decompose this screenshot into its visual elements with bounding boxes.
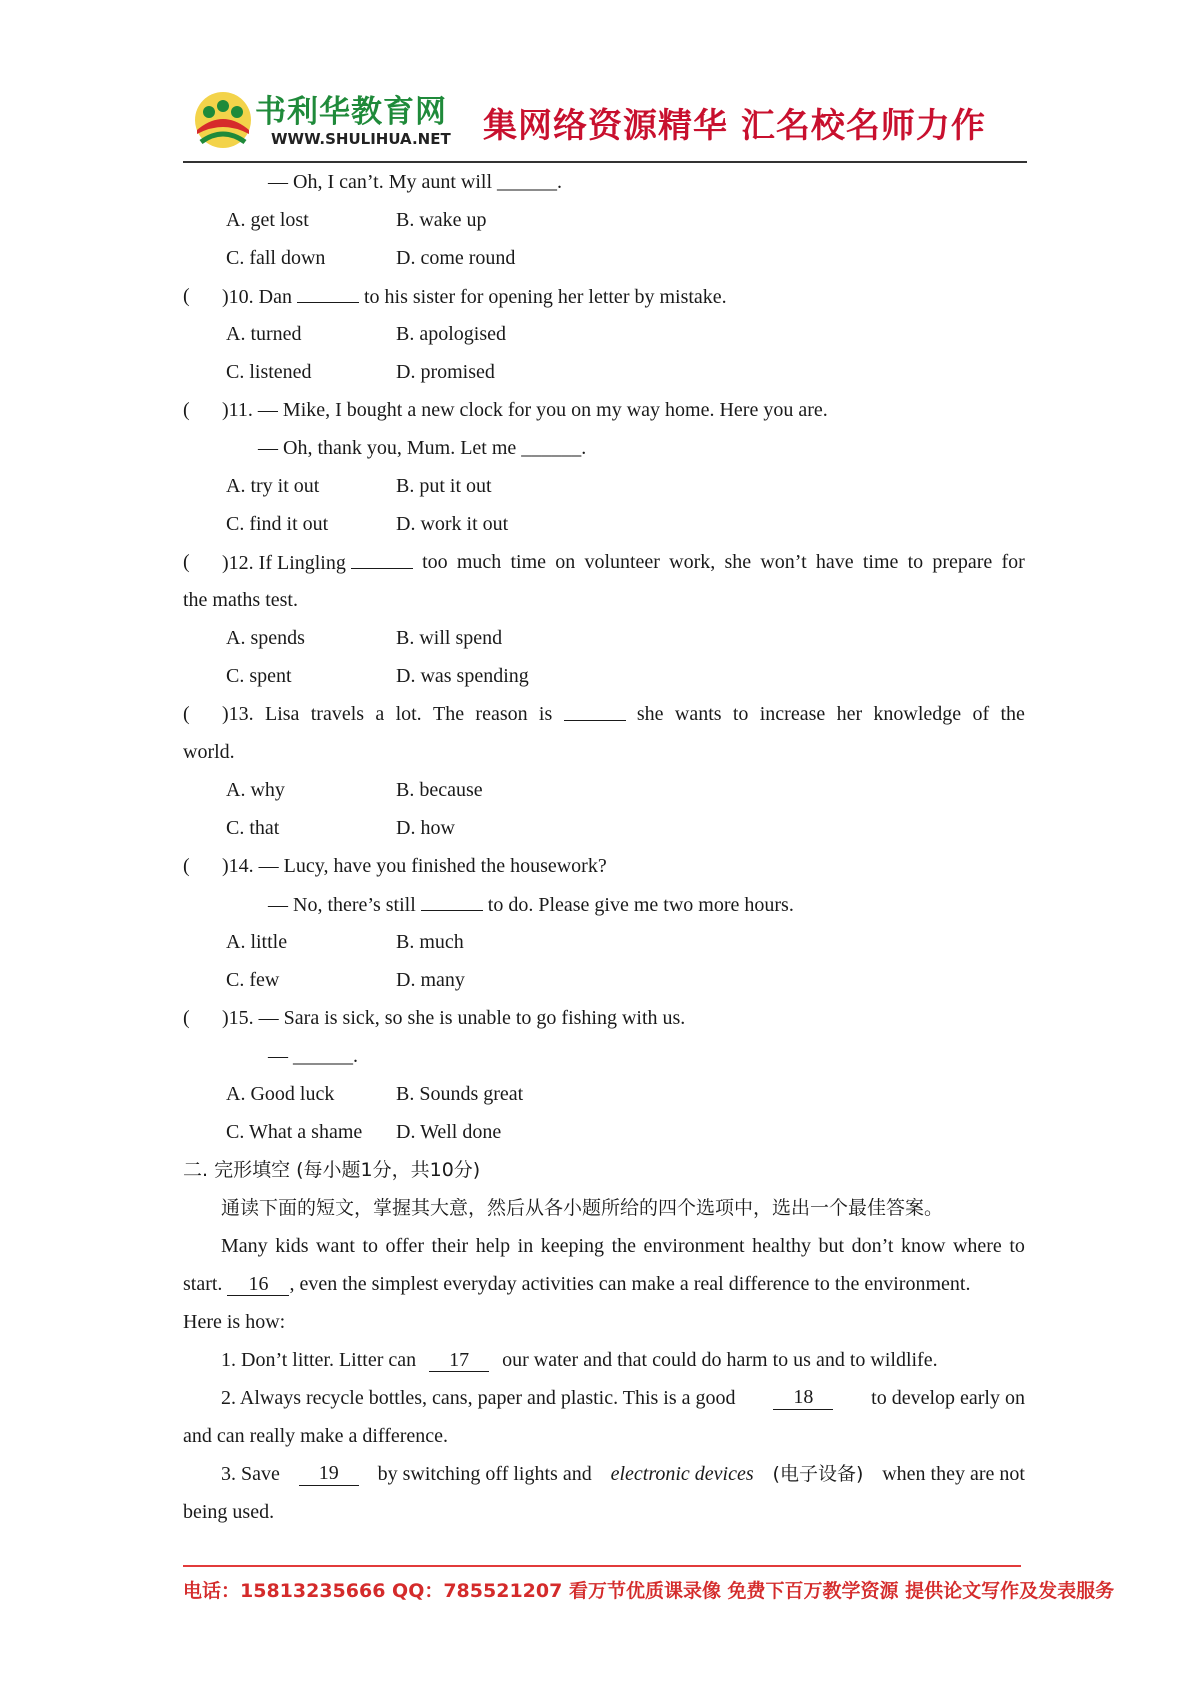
q13-word: lot. [395,703,422,725]
q9-option-d: D. come round [396,247,516,269]
q12-word: too [422,551,448,573]
passage-word: don’t [851,1235,894,1257]
q15-option-a: A. Good luck [226,1083,335,1105]
q13-word: she [636,703,664,725]
site-logo[interactable] [193,86,451,158]
section-instruction: 通读下面的短文，掌握其大意，然后从各小题所给的四个选项中，选出一个最佳答案。 [221,1197,944,1219]
passage-text: , even the simplest everyday activities can make a real difference to the environment. [289,1273,971,1295]
q13-word: The [433,703,465,725]
passage-word: to [362,1235,379,1257]
footer-contact: 电话：15813235666 QQ：785521207 看万节优质课录像 免费下百万教学资源 提供论文写作及发表服务 [183,1580,1115,1602]
q13-word: of [972,703,990,725]
q10-stem-post: to his sister for opening her letter by mistake. [363,286,727,308]
q13-word: wants [674,703,722,725]
blank-16[interactable]: 16 [227,1273,289,1296]
q10-blank [297,284,359,303]
passage-word: environment [643,1235,745,1257]
q13-blank [564,702,626,721]
passage-text: 2. Always recycle bottles, cans, paper and plastic. This is a good [221,1387,736,1409]
q12-word: to [907,551,924,573]
header-divider [183,161,1027,163]
q14-answer-paren[interactable]: ( [183,855,190,877]
q13-answer-paren[interactable]: ( [183,703,190,725]
passage-text: by switching off lights and [377,1463,592,1485]
q12-word: time [862,551,899,573]
q12-option-b: B. will spend [396,627,503,649]
q9-option-c: C. fall down [226,247,326,269]
q10-option-b: B. apologised [396,323,506,345]
q12-word: much [456,551,502,573]
passage-word: where [952,1235,1002,1257]
q15-answer-paren[interactable]: ( [183,1007,190,1029]
passage-word: kids [275,1235,309,1257]
passage-text: to develop early on [871,1387,1025,1409]
passage-word: help [475,1235,511,1257]
q12-word: volunteer [584,551,660,573]
q14-option-a: A. little [226,931,288,953]
q13-option-a: A. why [226,779,285,801]
passage-item-3-cont: being used. [183,1501,275,1523]
passage-line-3: Here is how: [183,1311,286,1333]
logo-url: WWW.SHULIHUA.NET [271,130,451,148]
q12-word: time [510,551,547,573]
passage-word: know [900,1235,946,1257]
passage-text: start. [183,1273,223,1295]
q15-stem: )15. — Sara is sick, so she is unable to go fishing with us. [222,1007,686,1029]
blank-17[interactable]: 17 [429,1349,489,1372]
q15-dialog-line: — ______. [268,1045,358,1067]
q11-stem: )11. — Mike, I bought a new clock for you on my way home. Here you are. [222,399,828,421]
q13-word: a [375,703,385,725]
passage-line-1 [221,1234,1025,1258]
passage-text: when they are not [882,1463,1025,1485]
q12-option-a: A. spends [226,627,305,649]
passage-word: offer [385,1235,425,1257]
blank-18[interactable]: 18 [773,1386,833,1410]
passage-word: keeping [540,1235,605,1257]
q14-option-d: D. many [396,969,465,991]
q14-option-b: B. much [396,931,464,953]
q10-option-d: D. promised [396,361,495,383]
q14-dialog-pre: — No, there’s still [268,894,416,916]
page-header [183,86,1027,160]
q13-word: the [1000,703,1025,725]
passage-word: Many [221,1235,268,1257]
passage-cn-gloss: (电子设备) [772,1463,864,1485]
q13-word: knowledge [873,703,962,725]
q13-word: increase [759,703,826,725]
q13-option-d: D. how [396,817,455,839]
passage-item-2 [221,1386,1025,1410]
q13-option-c: C. that [226,817,280,839]
passage-item-3 [221,1462,1025,1486]
q12-answer-paren[interactable]: ( [183,551,190,573]
q13-word: travels [310,703,365,725]
passage-word: their [431,1235,469,1257]
q12-word: prepare [932,551,993,573]
q12-blank [351,550,413,569]
passage-word: want [316,1235,355,1257]
q12-word: won’t [760,551,807,573]
section-title: 二. 完形填空 (每小题1分，共10分) [183,1159,481,1181]
q10-option-c: C. listened [226,361,312,383]
q15-option-c: C. What a shame [226,1121,363,1143]
q13-word: )13. [222,703,254,725]
passage-text: 1. Don’t litter. Litter can [221,1349,417,1371]
passage-word: healthy [752,1235,812,1257]
q14-dialog-line [268,892,794,917]
q11-dialog-line: — Oh, thank you, Mum. Let me ______. [258,437,587,459]
q11-option-a: A. try it out [226,475,320,497]
q10-stem [222,284,727,309]
passage-word: in [517,1235,534,1257]
q13-word: is [538,703,553,725]
q15-option-d: D. Well done [396,1121,502,1143]
passage-word: but [818,1235,845,1257]
passage-item-1 [221,1348,938,1372]
q12-word: have [815,551,854,573]
q13-option-b: B. because [396,779,483,801]
q12-word: for [1001,551,1025,573]
q12-option-c: C. spent [226,665,292,687]
q12-word: work, [669,551,716,573]
q12-word: she [724,551,752,573]
logo-people-icon [193,90,253,150]
q12-stem-continued: the maths test. [183,589,298,611]
q14-blank [421,892,483,911]
passage-text: our water and that could do harm to us and to wildlife. [502,1349,938,1371]
footer-divider [183,1565,1021,1567]
q13-stem-continued: world. [183,741,235,763]
passage-item-2-cont: and can really make a difference. [183,1425,449,1447]
q13-word: Lisa [264,703,300,725]
q10-stem-pre: )10. Dan [222,286,292,308]
q9-option-b: B. wake up [396,209,487,231]
q12-stem-pre-text: )12. If Lingling [222,552,346,574]
q9-dialog-line: — Oh, I can’t. My aunt will ______. [268,171,563,193]
logo-name: 书利华教育网 [255,94,447,130]
q10-answer-paren[interactable]: ( [183,285,190,307]
header-slogan: 集网络资源精华 汇名校名师力作 [483,106,986,146]
q11-option-c: C. find it out [226,513,329,535]
q12-word: on [555,551,576,573]
q10-option-a: A. turned [226,323,302,345]
passage-italic-term: electronic devices [610,1463,754,1485]
q14-dialog-post: to do. Please give me two more hours. [487,894,794,916]
passage-word: the [611,1235,637,1257]
q13-word: her [836,703,863,725]
q14-option-c: C. few [226,969,280,991]
q11-option-d: D. work it out [396,513,509,535]
q13-word: reason [475,703,528,725]
q14-stem: )14. — Lucy, have you finished the housework? [222,855,607,877]
q13-stem [222,702,1025,726]
passage-line-2 [183,1272,970,1296]
q15-option-b: B. Sounds great [396,1083,524,1105]
q12-option-d: D. was spending [396,665,529,687]
q12-stem-pre [222,550,413,575]
passage-word: to [1009,1235,1025,1257]
blank-19[interactable]: 19 [299,1462,359,1486]
q11-answer-paren[interactable]: ( [183,399,190,421]
passage-text: 3. Save [221,1463,280,1485]
q12-stem [222,550,1025,575]
q13-word: to [732,703,749,725]
q9-option-a: A. get lost [226,209,309,231]
q11-option-b: B. put it out [396,475,492,497]
